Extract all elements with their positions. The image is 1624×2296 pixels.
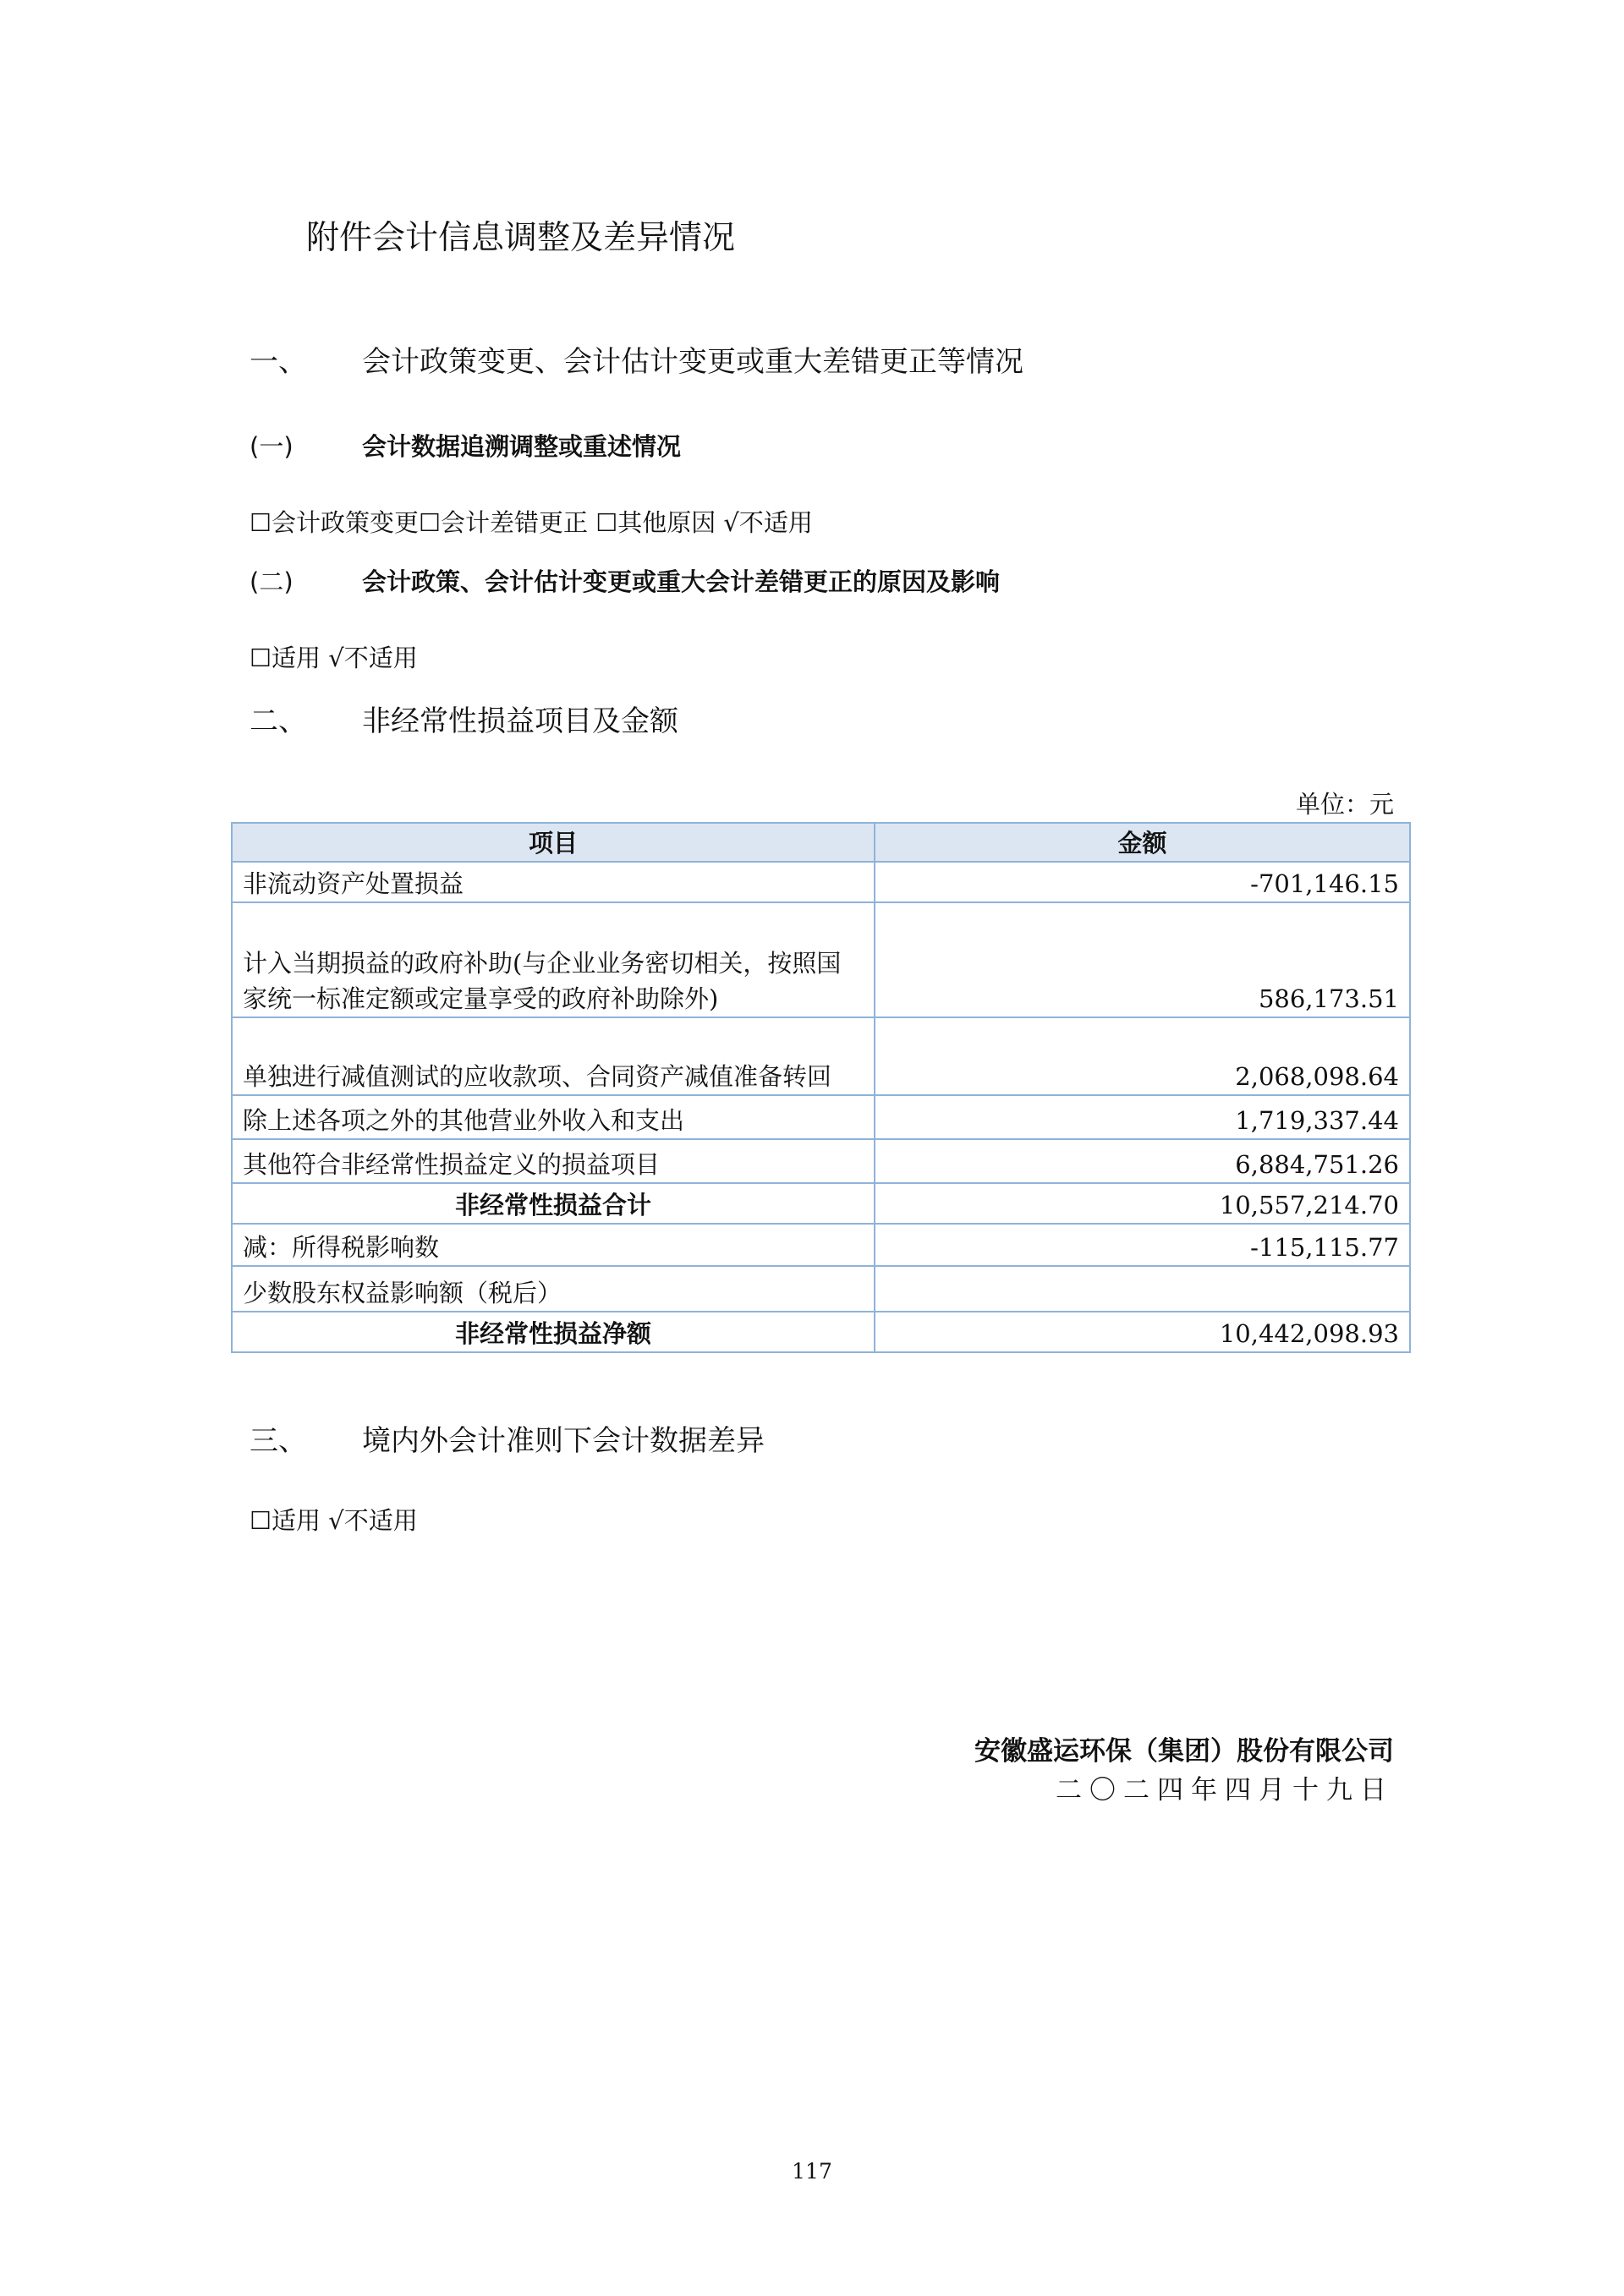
row-item: 其他符合非经常性损益定义的损益项目 — [232, 1139, 875, 1183]
subsection-1-options: ☐会计政策变更☐会计差错更正 ☐其他原因 √不适用 — [250, 508, 813, 537]
subsection-2-options: ☐适用 √不适用 — [250, 644, 418, 672]
section-3-number: 三、 — [250, 1424, 307, 1458]
row-amount: -115,115.77 — [875, 1224, 1410, 1266]
row-amount: -701,146.15 — [875, 862, 1410, 902]
signature-date: 二〇二四年四月十九日 — [1056, 1775, 1394, 1806]
non-recurring-items-table — [231, 822, 1411, 1353]
page-title: 附件会计信息调整及差异情况 — [306, 219, 736, 257]
table-row — [232, 862, 1410, 902]
page-number: 117 — [792, 2159, 832, 2184]
table-row-subtotal — [232, 1183, 1410, 1224]
row-amount: 6,884,751.26 — [875, 1139, 1410, 1183]
unit-label: 单位：元 — [1295, 790, 1394, 819]
table-row-total — [232, 1312, 1410, 1352]
row-item: 非流动资产处置损益 — [232, 862, 875, 902]
table-row — [232, 1266, 1410, 1312]
section-2-number: 二、 — [250, 704, 307, 738]
header-amount: 金额 — [875, 823, 1410, 862]
section-1-number: 一、 — [250, 345, 307, 379]
table-header-row — [232, 823, 1410, 862]
row-amount: 2,068,098.64 — [875, 1017, 1410, 1095]
row-item: 计入当期损益的政府补助(与企业业务密切相关，按照国家统一标准定额或定量享受的政府补助除外) — [232, 902, 875, 1017]
section-3-title: 境内外会计准则下会计数据差异 — [362, 1424, 765, 1458]
table-row — [232, 1224, 1410, 1266]
subsection-2-number: (二) — [250, 567, 294, 596]
table-row — [232, 1139, 1410, 1183]
subsection-1-number: (一) — [250, 432, 294, 461]
section-3-options: ☐适用 √不适用 — [250, 1506, 418, 1535]
row-item: 除上述各项之外的其他营业外收入和支出 — [232, 1095, 875, 1139]
section-1-title: 会计政策变更、会计估计变更或重大差错更正等情况 — [362, 345, 1023, 379]
row-item: 少数股东权益影响额（税后） — [232, 1266, 875, 1312]
row-item: 单独进行减值测试的应收款项、合同资产减值准备转回 — [232, 1017, 875, 1095]
row-amount: 10,557,214.70 — [875, 1183, 1410, 1224]
subsection-2-title: 会计政策、会计估计变更或重大会计差错更正的原因及影响 — [362, 567, 1001, 596]
row-amount: 1,719,337.44 — [875, 1095, 1410, 1139]
section-2-title: 非经常性损益项目及金额 — [362, 704, 678, 738]
row-item: 非经常性损益合计 — [232, 1183, 875, 1224]
subsection-1-title: 会计数据追溯调整或重述情况 — [362, 432, 682, 461]
header-item: 项目 — [232, 823, 875, 862]
table-row — [232, 1095, 1410, 1139]
company-name: 安徽盛运环保（集团）股份有限公司 — [974, 1736, 1394, 1767]
table-row — [232, 1017, 1410, 1095]
row-item: 非经常性损益净额 — [232, 1312, 875, 1352]
row-item: 减：所得税影响数 — [232, 1224, 875, 1266]
row-amount: 10,442,098.93 — [875, 1312, 1410, 1352]
table-row — [232, 902, 1410, 1017]
row-amount: 586,173.51 — [875, 902, 1410, 1017]
row-amount — [875, 1266, 1410, 1312]
